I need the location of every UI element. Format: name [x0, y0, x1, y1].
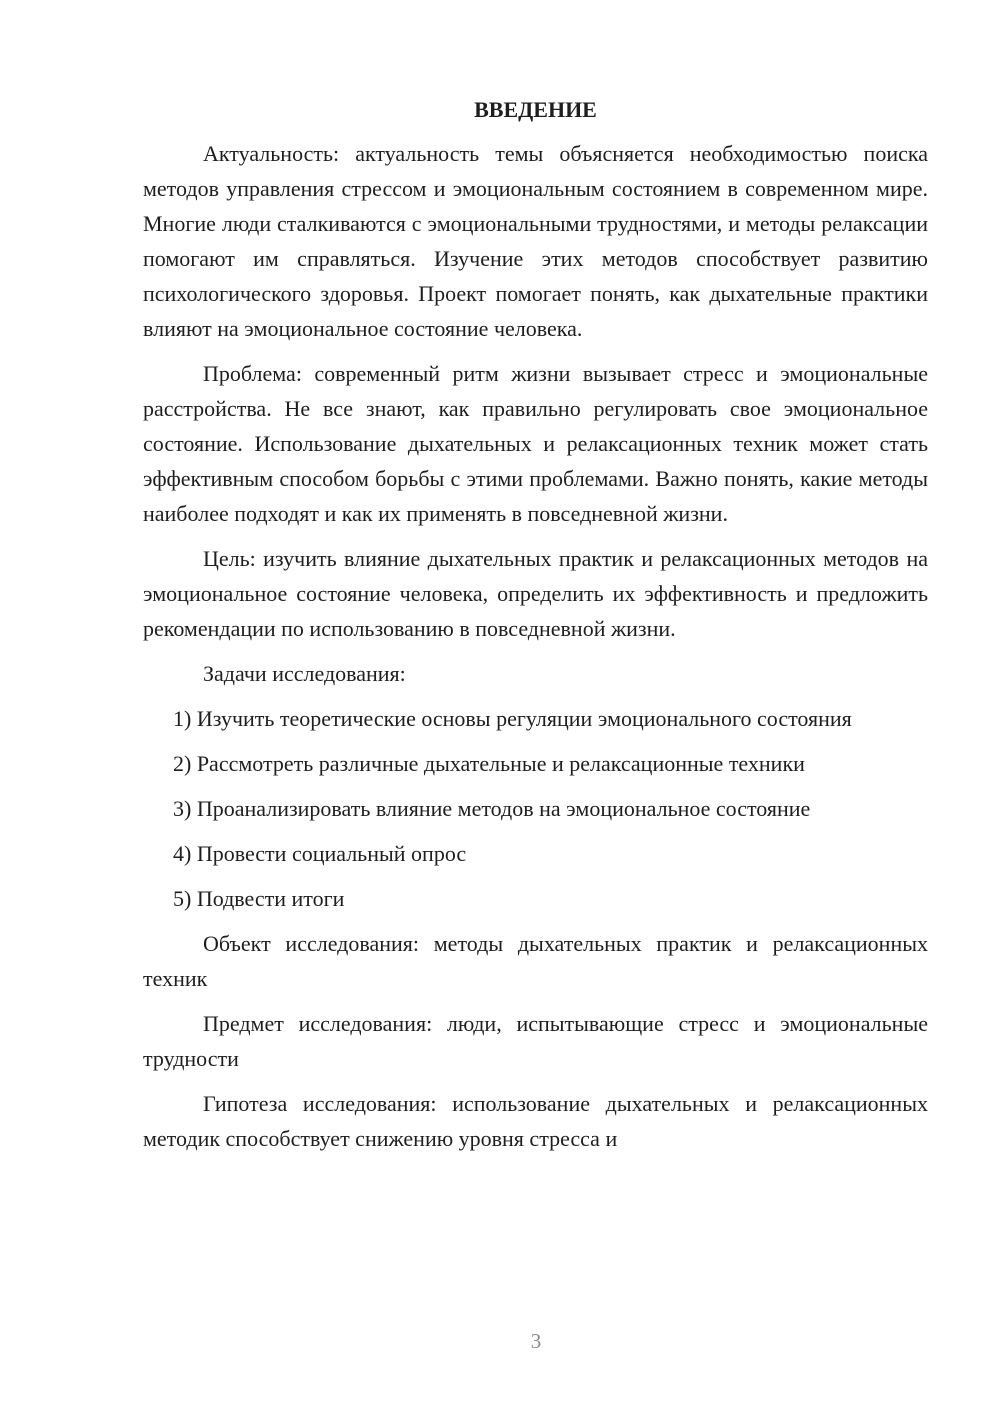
page-number: 3	[530, 1329, 542, 1353]
paragraph-subject: Предмет исследования: люди, испытывающие стресс и эмоциональные трудности	[143, 1011, 928, 1071]
list-item: 1) Изучить теоретические основы регуляции эмоционального состояния	[173, 706, 852, 731]
paragraph-goal: Цель: изучить влияние дыхательных практик и релаксационных методов на эмоциональное состояние человека, определить их эффективность и предложить рекомендации по использованию в повседневной жизни.	[143, 546, 928, 641]
paragraph-tasks-heading: Задачи исследования:	[203, 661, 406, 686]
document-page	[143, 92, 928, 1166]
page-title: ВВЕДЕНИЕ	[474, 97, 597, 122]
paragraph-object: Объект исследования: методы дыхательных практик и релаксационных техник	[143, 931, 928, 991]
list-item: 4) Провести социальный опрос	[173, 841, 467, 866]
paragraph-hypothesis: Гипотеза исследования: использование дыхательных и релаксационных методик способствует снижению уровня стресса и	[143, 1091, 928, 1151]
list-item: 5) Подвести итоги	[173, 886, 345, 911]
list-item: 3) Проанализировать влияние методов на эмоциональное состояние	[173, 796, 811, 821]
list-item: 2) Рассмотреть различные дыхательные и релаксационные техники	[173, 751, 805, 776]
paragraph-problem: Проблема: современный ритм жизни вызывает стресс и эмоциональные расстройства. Не все знают, как правильно регулировать свое эмоциональное состояние. Использование дыхательных и релаксационных техник может стать эффективным способом борьбы с этими проблемами. Важно понять, какие методы наиболее подходят и как их применять в повседневной жизни.	[143, 361, 928, 526]
tasks-list	[143, 701, 928, 916]
paragraph-relevance: Актуальность: актуальность темы объясняется необходимостью поиска методов управления стрессом и эмоциональным состоянием в современном мире. Многие люди сталкиваются с эмоциональными трудностями, и методы релаксации помогают им справляться. Изучение этих методов способствует развитию психологического здоровья. Проект помогает понять, как дыхательные практики влияют на эмоциональное состояние человека.	[143, 141, 928, 341]
